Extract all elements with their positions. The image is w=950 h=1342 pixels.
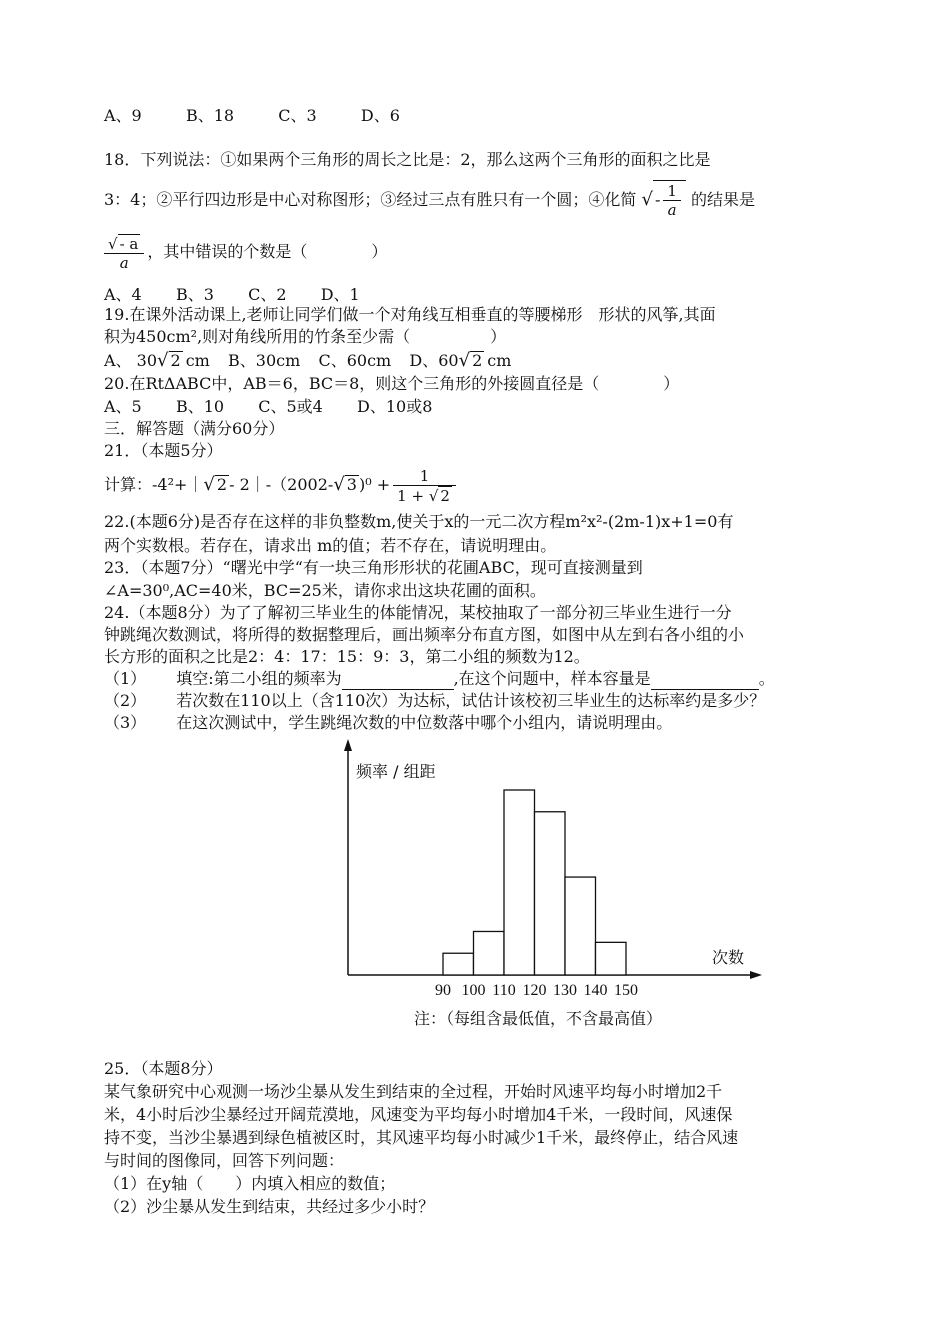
q18-line3 xyxy=(104,230,387,274)
q24-item1-number: （1） xyxy=(104,669,147,688)
q23-line2: ∠A=30⁰,AC=40米，BC=25米，请你求出这块花圃的面积。 xyxy=(104,581,546,600)
x-axis-label: 次数 xyxy=(712,948,745,967)
q24-item1 xyxy=(104,669,775,690)
q24-line1: 24.（本题8分）为了了解初三毕业生的体能情况，某校抽取了一部分初三毕业生进行一分 xyxy=(104,603,732,622)
q22-line1: 22.(本题6分)是否存在这样的非负整数m,使关于x的一元二次方程m²x²-(2m-1)x+1=0有 xyxy=(104,512,734,531)
bars xyxy=(443,790,626,975)
q24-item2 xyxy=(104,691,765,711)
q22-line2: 两个实数根。若存在，请求出 m的值；若不存在，请说明理由。 xyxy=(104,536,557,555)
q21-heading: 21．（本题5分） xyxy=(104,441,223,460)
y-axis-arrow-icon xyxy=(344,739,352,751)
q18-fraction xyxy=(663,182,681,219)
q18-line2 xyxy=(104,180,755,220)
q17-option-d: D、6 xyxy=(360,106,400,125)
q18-option-a: A、4 xyxy=(104,285,142,304)
q21-calc-pre: 计算：-4²+｜ xyxy=(104,475,204,494)
q24-item3-number: （3） xyxy=(104,713,147,732)
histogram-bar xyxy=(535,812,566,975)
q18-option-c: C、2 xyxy=(248,285,287,304)
x-tick-label: 150 xyxy=(614,982,638,999)
q23-line1: 23．（本题7分）“曙光中学“有一块三角形形状的花圃ABC，现可直接测量到 xyxy=(104,558,643,577)
q18-frac-num: 1 xyxy=(663,182,681,201)
q19-line2: 积为450cm²,则对角线所用的竹条至少需（ ） xyxy=(104,327,507,346)
q25-line4: 与时间的图像同，回答下列问题： xyxy=(104,1151,345,1170)
q19-option-a-radicand: 2 xyxy=(170,351,181,370)
x-tick-label: 110 xyxy=(492,982,516,999)
q20-option-d: D、10或8 xyxy=(357,397,433,416)
q24-blank-frequency[interactable] xyxy=(342,669,454,690)
q24-item1-text-b: ,在这个问题中，样本容量是 xyxy=(453,669,651,688)
q24-line2: 钟跳绳次数测试，将所得的数据整理后，画出频率分布直方图，如图中从左到右各小组的小 xyxy=(104,625,745,644)
radical-sign-icon: √ xyxy=(428,486,439,505)
section3-heading: 三．解答题（满分60分） xyxy=(104,419,285,438)
radical-sign-icon: √ xyxy=(108,234,118,253)
histogram-chart xyxy=(330,735,780,1005)
q21-calc xyxy=(104,462,459,508)
q18-line1: 18．下列说法：①如果两个三角形的周长之比是：2，那么这两个三角形的面积之比是 xyxy=(104,150,711,169)
q21-frac-num: 1 xyxy=(393,467,456,486)
q24-item1-end: 。 xyxy=(758,669,775,688)
q21-frac-den-pre: 1 + xyxy=(397,486,425,505)
q24-item3-text: 在这次测试中，学生跳绳次数的中位数落中哪个小组内，请说明理由。 xyxy=(176,713,673,732)
q19-option-d-unit: cm xyxy=(487,351,512,370)
q17-options xyxy=(104,106,400,126)
q24-line3: 长方形的面积之比是2：4：17：15：9：3，第二小组的频数为12。 xyxy=(104,647,590,666)
histogram-bar xyxy=(443,953,474,975)
q18-line2-text: 3：4；②平行四边形是中心对称图形；③经过三点有胜只有一个圆；④化简 xyxy=(104,190,637,209)
histogram-bar xyxy=(565,877,596,975)
q19-option-b: B、30cm xyxy=(228,351,301,370)
x-tick-label: 130 xyxy=(553,982,577,999)
q18-result-fraction xyxy=(104,234,144,272)
x-tick-label: 140 xyxy=(583,982,608,999)
q25-line1: 某气象研究中心观测一场沙尘暴从发生到结束的全过程，开始时风速平均每小时增加2千 xyxy=(104,1082,723,1101)
q18-option-d: D、1 xyxy=(320,285,360,304)
q21-frac-den xyxy=(393,486,456,505)
q19-option-d-radicand: 2 xyxy=(472,351,483,370)
q24-item3 xyxy=(104,713,672,733)
q20-option-a: A、5 xyxy=(104,397,142,416)
q18-result-den: a xyxy=(119,253,129,272)
q17-option-b: B、18 xyxy=(185,106,235,125)
x-axis-arrow-icon xyxy=(750,971,762,979)
q21-frac-den-radicand: 2 xyxy=(440,486,450,505)
q24-item2-text: 若次数在110以上（含110次）为达标，试估计该校初三毕业生的达标率约是多少？ xyxy=(176,691,766,710)
radical-sign-icon: √ xyxy=(157,350,169,371)
q18-option-b: B、3 xyxy=(175,285,214,304)
q25-item1: （1）在y轴（ ）内填入相应的数值； xyxy=(104,1174,396,1193)
y-axis-label: 频率 / 组距 xyxy=(356,762,436,781)
x-tick-label: 90 xyxy=(435,982,451,999)
q18-line3-text: ，其中错误的个数是（ ） xyxy=(147,242,388,261)
histogram-bar xyxy=(504,790,535,975)
radical-sign-icon: √ xyxy=(641,189,653,210)
q17-option-a: A、9 xyxy=(104,106,142,125)
q19-option-d: D、60 xyxy=(409,351,459,370)
q18-radicand xyxy=(653,180,686,219)
histogram-bar xyxy=(596,942,627,975)
radical-sign-icon: √ xyxy=(203,474,215,495)
q18-frac-den: a xyxy=(667,201,677,219)
q24-item1-text-a: 填空:第二小组的频率为 xyxy=(176,669,342,688)
q24-item2-number: （2） xyxy=(104,691,147,710)
x-tick-label: 120 xyxy=(522,982,547,999)
q25-line3: 持不变，当沙尘暴遇到绿色植被区时，其风速平均每小时减少1千米，最终停止，结合风速 xyxy=(104,1128,739,1147)
q21-fraction xyxy=(393,467,456,505)
q20-options xyxy=(104,397,432,417)
q18-radical-minus: - xyxy=(654,190,661,209)
q19-options xyxy=(104,351,511,371)
tick-labels xyxy=(435,982,638,999)
q19-option-c: C、60cm xyxy=(318,351,392,370)
q21-calc-mid2: )⁰ + xyxy=(358,475,391,494)
radical-sign-icon: √ xyxy=(333,474,345,495)
q21-radicand-1: 2 xyxy=(216,475,228,494)
q21-calc-mid1: - 2｜-（2002- xyxy=(229,475,334,494)
q24-blank-sample-size[interactable] xyxy=(651,669,759,690)
radical-sign-icon: √ xyxy=(458,350,471,371)
q19-line1: 19.在课外活动课上,老师让同学们做一个对角线互相垂直的等腰梯形 形状的风筝,其面 xyxy=(104,305,716,324)
q21-radicand-2: 3 xyxy=(346,475,357,494)
q25-line2: 米，4小时后沙尘暴经过开阔荒漠地，风速变为平均每小时增加4千米，一段时间，风速保 xyxy=(104,1105,733,1124)
q19-option-a-unit: cm xyxy=(185,351,210,370)
q18-result-num xyxy=(104,234,144,254)
q25-heading: 25．（本题8分） xyxy=(104,1059,223,1078)
q17-option-c: C、3 xyxy=(278,106,317,125)
q20-option-b: B、10 xyxy=(175,397,225,416)
q18-result-radicand: - a xyxy=(119,234,139,253)
q18-line2-post: 的结果是 xyxy=(691,190,756,209)
q20-line1: 20.在RtΔABC中，AB＝6，BC＝8，则这个三角形的外接圆直径是（ ） xyxy=(104,374,680,393)
q20-option-c: C、5或4 xyxy=(258,397,323,416)
q18-options xyxy=(104,285,360,305)
chart-note: 注：（每组含最低值，不含最高值） xyxy=(414,1009,663,1028)
histogram-bar xyxy=(474,931,505,975)
x-tick-label: 100 xyxy=(461,982,486,999)
q25-item2: （2）沙尘暴从发生到结束，共经过多少小时？ xyxy=(104,1197,435,1216)
q19-option-a: A、 30 xyxy=(104,351,158,370)
